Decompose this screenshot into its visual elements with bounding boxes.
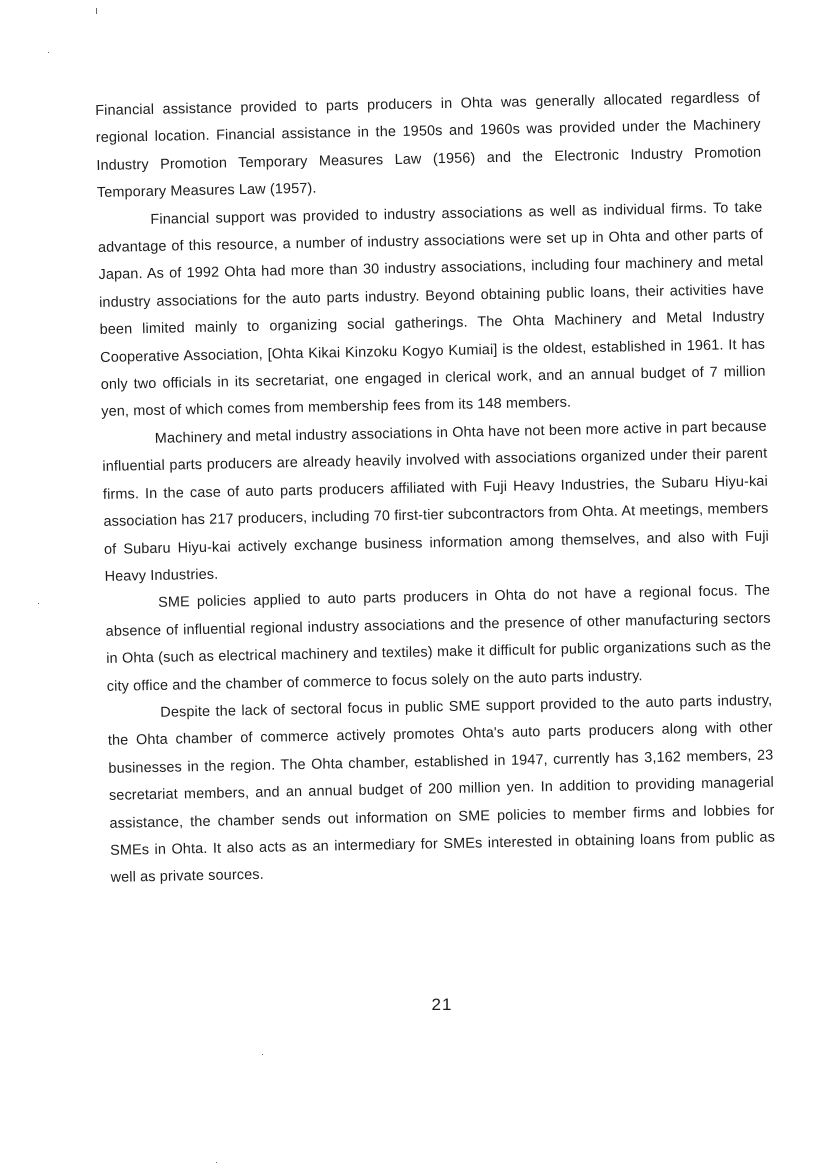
scan-speck	[216, 1162, 217, 1163]
paragraph-parent-firm-associations: Machinery and metal industry associations in Ohta have not been more active in part because influential parts producers are already heavily involved with associations organized under their parent firms. In the case of auto parts producers affiliated with Fuji Heavy Industries, the Subaru Hiyu-kai association has 217 producers, including 70 first-tier subcontractors from Ohta. At meetings, members of Subaru Hiyu-kai actively exchange business information among themselves, and also with Fuji Heavy Industries.	[102, 418, 770, 585]
paragraph-sme-policies: SME policies applied to auto parts producers in Ohta do not have a regional focus. The absence of influential regional industry associations and the presence of other manufacturing sectors in Ohta (such as electrical machinery and textiles) make it difficult for public organizations such as the city office and the chamber of commerce to focus solely on the auto parts industry.	[105, 582, 772, 695]
paragraph-industry-associations: Financial support was provided to industry associations as well as individual firms. To take advantage of this resource, a number of industry associations were set up in Ohta and other parts of Japan. As of 1992 Ohta had more than 30 industry associations, including four machinery and metal industry associations for the auto parts industry. Beyond obtaining public loans, their activities have been limited mainly to organizing social gatherings. The Ohta Machinery and Metal Industry Cooperative Association, [Ohta Kikai Kinzoku Kogyo Kumiai] is the oldest, established in 1961. It has only two officials in its secretariat, one engaged in clerical work, and an annual budget of 7 million yen, most of which comes from membership fees from its 148 members.	[97, 199, 766, 421]
scan-speck	[262, 1054, 263, 1055]
paragraph-chamber-of-commerce: Despite the lack of sectoral focus in public SME support provided to the auto parts industry, the Ohta chamber of commerce actively promotes Ohta's auto parts producers along with other businesses in the region. The Ohta chamber, established in 1947, currently has 3,162 members, 23 secretariat members, and an annual budget of 200 million yen. In addition to providing managerial assistance, the chamber sends out information on SME policies to member firms and lobbies for SMEs in Ohta. It also acts as an intermediary for SMEs interested in obtaining loans from public as well as private sources.	[107, 692, 776, 887]
scan-speck	[96, 8, 97, 14]
scan-speck	[48, 52, 49, 53]
page-number: 21	[431, 995, 453, 1014]
paragraph-financial-assistance: Financial assistance provided to parts producers in Ohta was generally allocated regardless of regional location. Financial assistance in the 1950s and 1960s was provided under the Machinery Industry Promotion Temporary Measures Law (1956) and the Electronic Industry Promotion Temporary Measures Law (1957).	[95, 89, 762, 202]
scan-speck	[38, 603, 39, 604]
body-text	[95, 85, 776, 893]
